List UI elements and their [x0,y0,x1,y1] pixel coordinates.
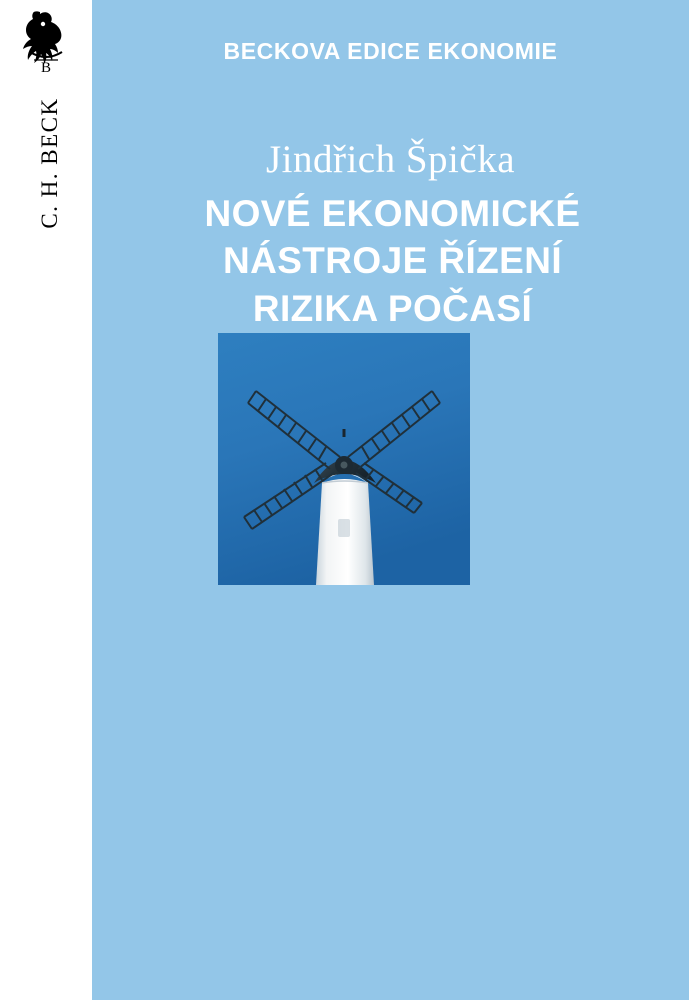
title-line-1: NOVÉ EKONOMICKÉ [204,193,581,234]
page-title [120,190,665,332]
title-line-2: NÁSTROJE ŘÍZENÍ [222,240,563,282]
title-line-3: RIZIKA POČASÍ [252,287,533,329]
ch-beck-griffin-logo-icon [8,6,84,82]
series-label: BECKOVA EDICE EKONOMIE [223,38,558,64]
svg-text:B: B [40,60,52,76]
publisher-spine-text: C. H. BECK [37,97,62,229]
author-name: Jindřich Špička [265,138,516,181]
windmill-photograph [218,333,470,585]
